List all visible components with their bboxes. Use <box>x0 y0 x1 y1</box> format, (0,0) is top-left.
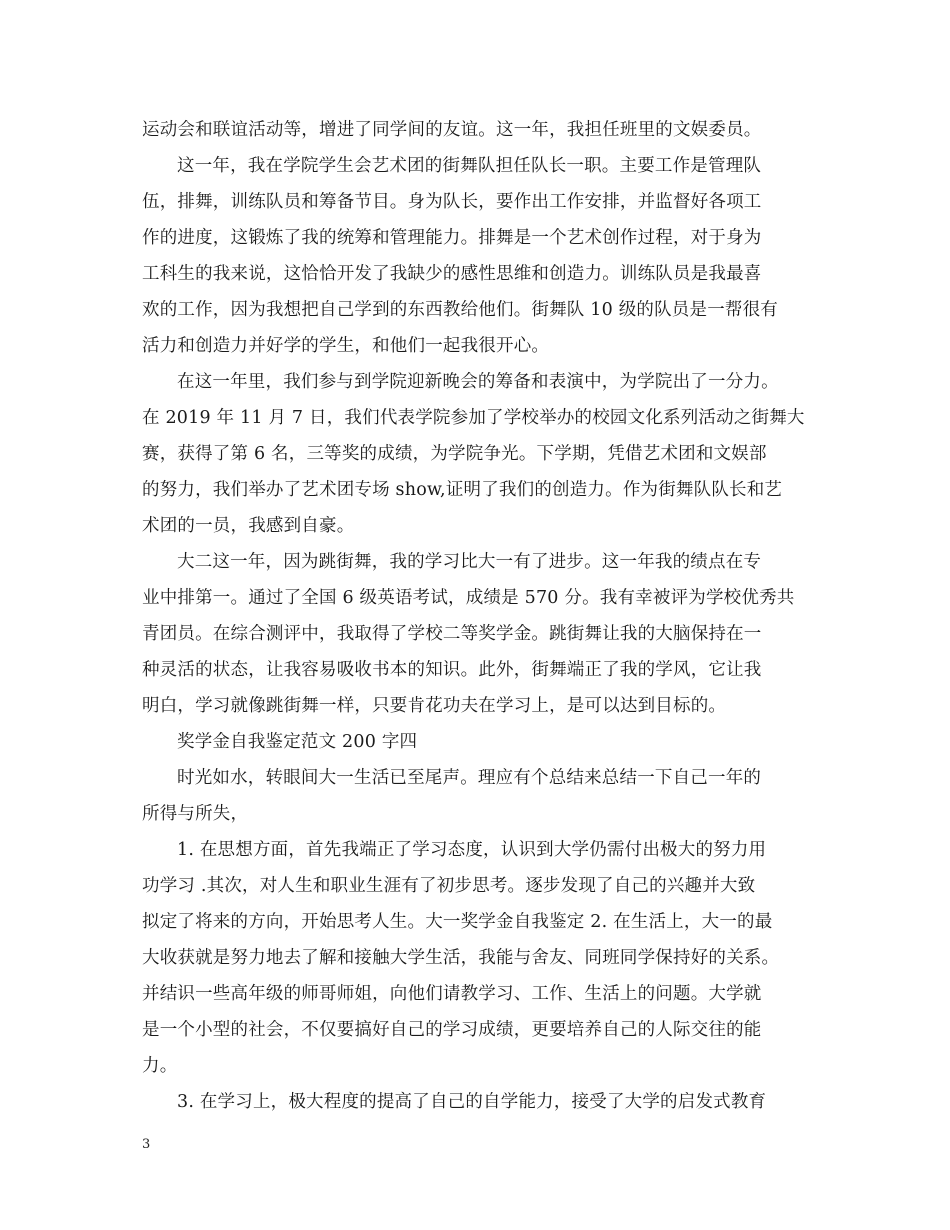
text-line: 在这一年里，我们参与到学院迎新晚会的筹备和表演中，为学院出了一分力。 <box>177 372 779 392</box>
text-line: 大二这一年，因为跳街舞，我的学习比大一有了进步。这一年我的绩点在专 <box>177 552 762 572</box>
text-line: 1. 在思想方面，首先我端正了学习态度，认识到大学仍需付出极大的努力用 <box>177 840 767 860</box>
section-heading: 奖学金自我鉴定范文 200 字四 <box>177 732 418 752</box>
text-line: 力。 <box>142 1056 178 1076</box>
text-line: 伍，排舞，训练队员和筹备节目。身为队长，要作出工作安排，并监督好各项工 <box>142 192 762 212</box>
page-number: 3 <box>142 1137 151 1152</box>
text-line: 明白，学习就像跳街舞一样，只要肯花功夫在学习上，是可以达到目标的。 <box>142 696 727 716</box>
text-line: 种灵活的状态，让我容易吸收书本的知识。此外，街舞端正了我的学风，它让我 <box>142 660 762 680</box>
text-line: 工科生的我来说，这恰恰开发了我缺少的感性思维和创造力。训练队员是我最喜 <box>142 264 762 284</box>
text-line: 所得与所失， <box>142 804 249 824</box>
text-line: 的努力，我们举办了艺术团专场 show,证明了我们的创造力。作为街舞队队长和艺 <box>142 480 783 500</box>
text-line: 功学习 .其次，对人生和职业生涯有了初步思考。逐步发现了自己的兴趣并大致 <box>142 876 756 896</box>
text-line: 活力和创造力并好学的学生，和他们一起我很开心。 <box>142 336 550 356</box>
text-line: 时光如水，转眼间大一生活已至尾声。理应有个总结来总结一下自己一年的 <box>177 768 762 788</box>
text-line: 运动会和联谊活动等，增进了同学间的友谊。这一年，我担任班里的文娱委员。 <box>142 120 762 140</box>
text-line: 拟定了将来的方向，开始思考人生。大一奖学金自我鉴定 2. 在生活上，大一的最 <box>142 912 773 932</box>
text-line: 并结识一些高年级的师哥师姐，向他们请教学习、工作、生活上的问题。大学就 <box>142 984 762 1004</box>
text-line: 青团员。在综合测评中，我取得了学校二等奖学金。跳街舞让我的大脑保持在一 <box>142 624 762 644</box>
text-line: 欢的工作，因为我想把自己学到的东西教给他们。街舞队 10 级的队员是一帮很有 <box>142 300 778 320</box>
text-line: 是一个小型的社会，不仅要搞好自己的学习成绩，更要培养自己的人际交往的能 <box>142 1020 762 1040</box>
text-line: 作的进度，这锻炼了我的统筹和管理能力。排舞是一个艺术创作过程，对于身为 <box>142 228 762 248</box>
text-line: 在 2019 年 11 月 7 日，我们代表学院参加了学校举办的校园文化系列活动之街舞大 <box>142 408 805 428</box>
text-line: 术团的一员，我感到自豪。 <box>142 516 355 536</box>
text-line: 大收获就是努力地去了解和接触大学生活，我能与舍友、同班同学保持好的关系。 <box>142 948 780 968</box>
text-line: 赛，获得了第 6 名，三等奖的成绩，为学院争光。下学期，凭借艺术团和文娱部 <box>142 444 767 464</box>
text-line: 3. 在学习上，极大程度的提高了自己的自学能力，接受了大学的启发式教育 <box>177 1092 767 1112</box>
text-line: 业中排第一。通过了全国 6 级英语考试，成绩是 570 分。我有幸被评为学校优秀共 <box>142 588 795 608</box>
text-line: 这一年，我在学院学生会艺术团的街舞队担任队长一职。主要工作是管理队 <box>177 156 762 176</box>
